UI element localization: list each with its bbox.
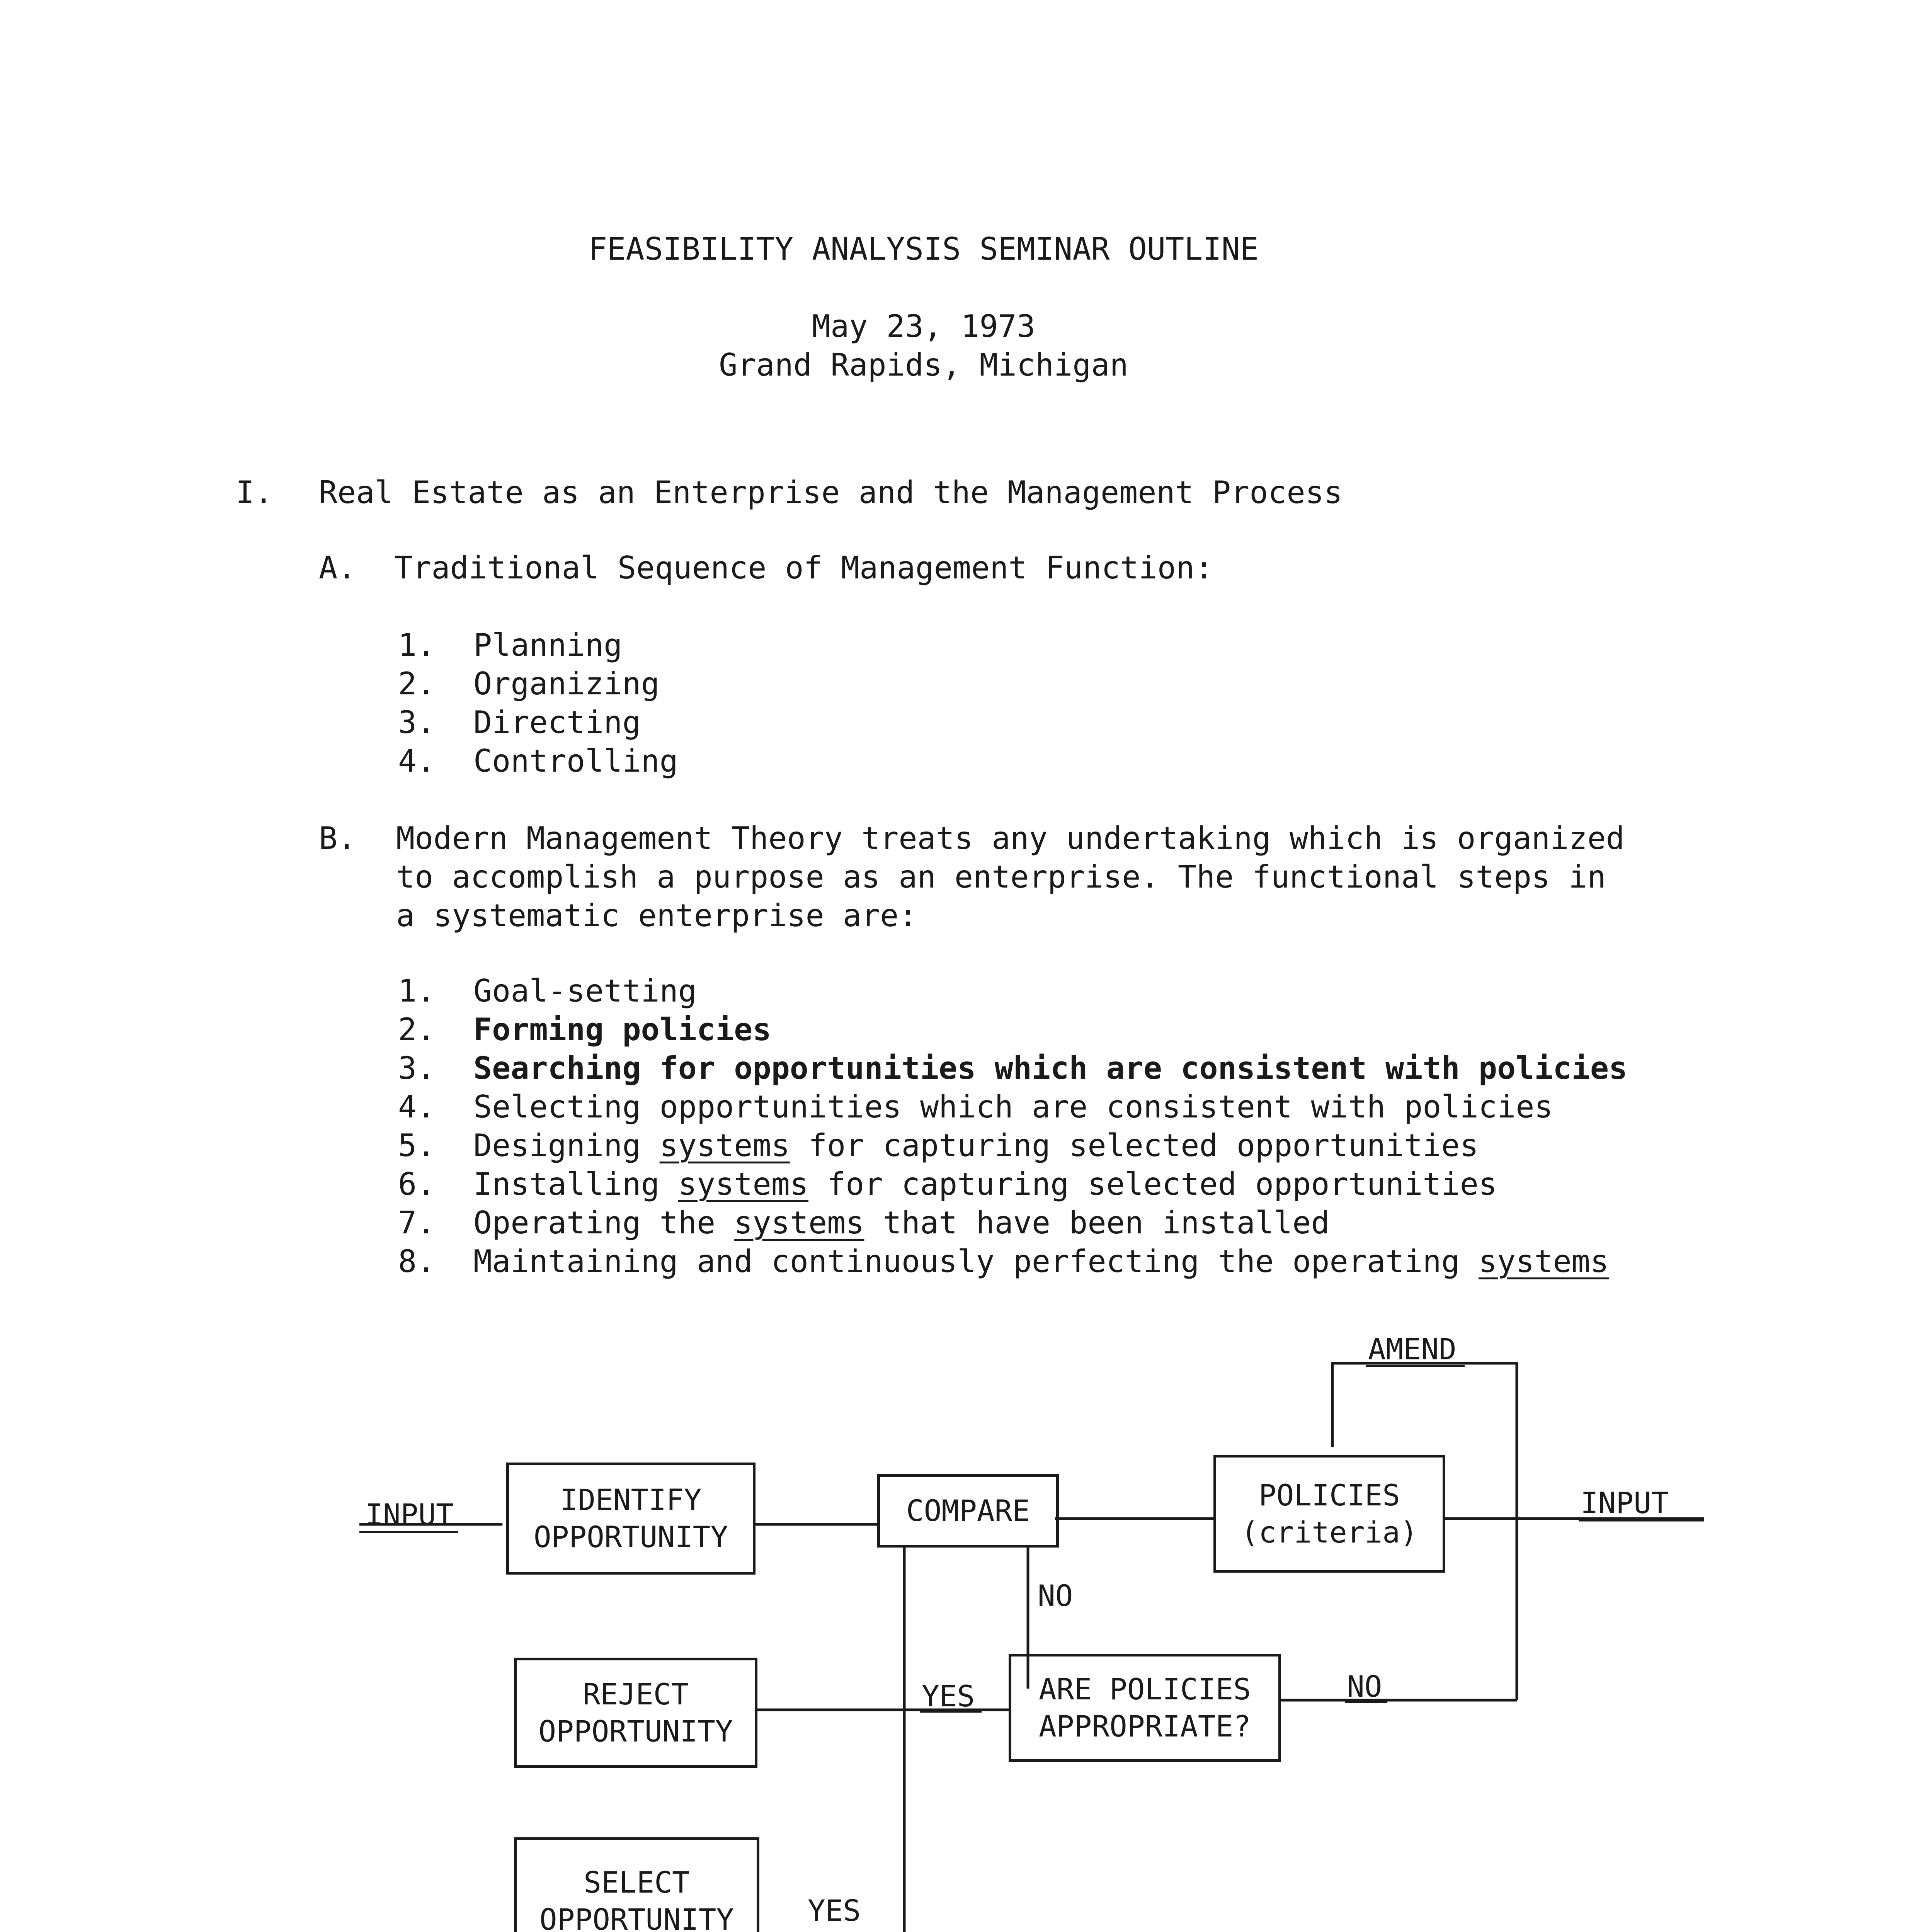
are-policies-appropriate-box [1009, 1654, 1281, 1762]
list-item-number: 4. [398, 1089, 436, 1125]
list-item: Forming policies [473, 1012, 771, 1048]
list-item: Searching for opportunities which are consistent with policies [473, 1050, 1628, 1086]
list-item-text: Maintaining and continuously perfecting the operating [473, 1243, 1479, 1279]
box-label: REJECT [582, 1677, 689, 1711]
list-item-text: Operating the [473, 1205, 734, 1241]
amend-label: AMEND [1368, 1332, 1457, 1366]
list-item-number: 4. [398, 743, 436, 779]
list-item: Controlling [473, 743, 678, 779]
document-title: FEASIBILITY ANALYSIS SEMINAR OUTLINE [589, 231, 1259, 267]
list-item-text: Designing [473, 1128, 660, 1163]
list-item-number: 7. [398, 1205, 436, 1241]
list-item-number: 1. [398, 627, 436, 663]
subsection-b-line: a systematic enterprise are: [396, 898, 917, 934]
list-item: Planning [473, 627, 623, 663]
yes-label-select: YES [808, 1893, 861, 1928]
section-number: I. [236, 474, 273, 510]
underlined-term: systems [1478, 1243, 1609, 1279]
list-item-number: 2. [398, 1012, 436, 1048]
subsection-b-letter: B. [319, 820, 356, 856]
subsection-b-line: Modern Management Theory treats any undertaking which is organized [396, 820, 1625, 856]
box-label: OPPORTUNITY [539, 1902, 734, 1932]
list-item-number: 6. [398, 1166, 436, 1202]
underlined-term: systems [659, 1128, 790, 1163]
list-item-number: 8. [398, 1243, 436, 1279]
list-item: Goal-setting [473, 973, 697, 1009]
connector-compare-select [757, 1546, 904, 1932]
list-item-number: 3. [398, 1050, 436, 1086]
box-label: APPROPRIATE? [1038, 1709, 1251, 1743]
box-label: (criteria) [1241, 1515, 1418, 1549]
list-item-text: Installing [473, 1166, 678, 1202]
list-item-number: 1. [398, 973, 436, 1009]
list-item: Directing [473, 704, 641, 740]
box-label: OPPORTUNITY [533, 1520, 728, 1554]
subsection-b-line: to accomplish a purpose as an enterprise. The functional steps in [396, 859, 1606, 895]
compare-box [877, 1474, 1059, 1548]
underlined-term: systems [678, 1166, 808, 1202]
list-item-text: for capturing selected opportunities [790, 1128, 1479, 1163]
list-item-number: 2. [398, 666, 436, 702]
box-label: COMPARE [906, 1493, 1030, 1528]
reject-opportunity-box [514, 1658, 757, 1768]
subsection-a-letter: A. [319, 550, 356, 586]
box-label: POLICIES [1258, 1478, 1400, 1512]
input-right-label: INPUT [1581, 1486, 1669, 1520]
yes-label-reject: YES [922, 1679, 975, 1713]
input-left-label: INPUT [365, 1497, 454, 1532]
policies-box [1213, 1455, 1445, 1573]
identify-opportunity-box [506, 1463, 756, 1575]
underlined-term: systems [734, 1205, 864, 1241]
list-item: Organizing [473, 666, 660, 702]
list-item-number: 5. [398, 1128, 436, 1163]
document-place: Grand Rapids, Michigan [719, 347, 1128, 383]
no-label-compare: NO [1038, 1578, 1073, 1613]
section-heading: Real Estate as an Enterprise and the Management Process [319, 474, 1343, 510]
box-label: ARE POLICIES [1038, 1672, 1251, 1706]
list-item: Selecting opportunities which are consistent with policies [473, 1089, 1553, 1125]
list-item-text: that have been installed [864, 1205, 1330, 1241]
list-item-text: for capturing selected opportunities [808, 1166, 1497, 1202]
box-label: SELECT [584, 1865, 690, 1900]
subsection-a-heading: Traditional Sequence of Management Function: [394, 550, 1213, 586]
no-label-policies: NO [1347, 1669, 1382, 1704]
box-label: IDENTIFY [560, 1483, 702, 1517]
list-item-number: 3. [398, 704, 436, 740]
box-label: OPPORTUNITY [538, 1714, 733, 1748]
document-date: May 23, 1973 [812, 308, 1035, 344]
select-opportunity-box [514, 1837, 759, 1932]
